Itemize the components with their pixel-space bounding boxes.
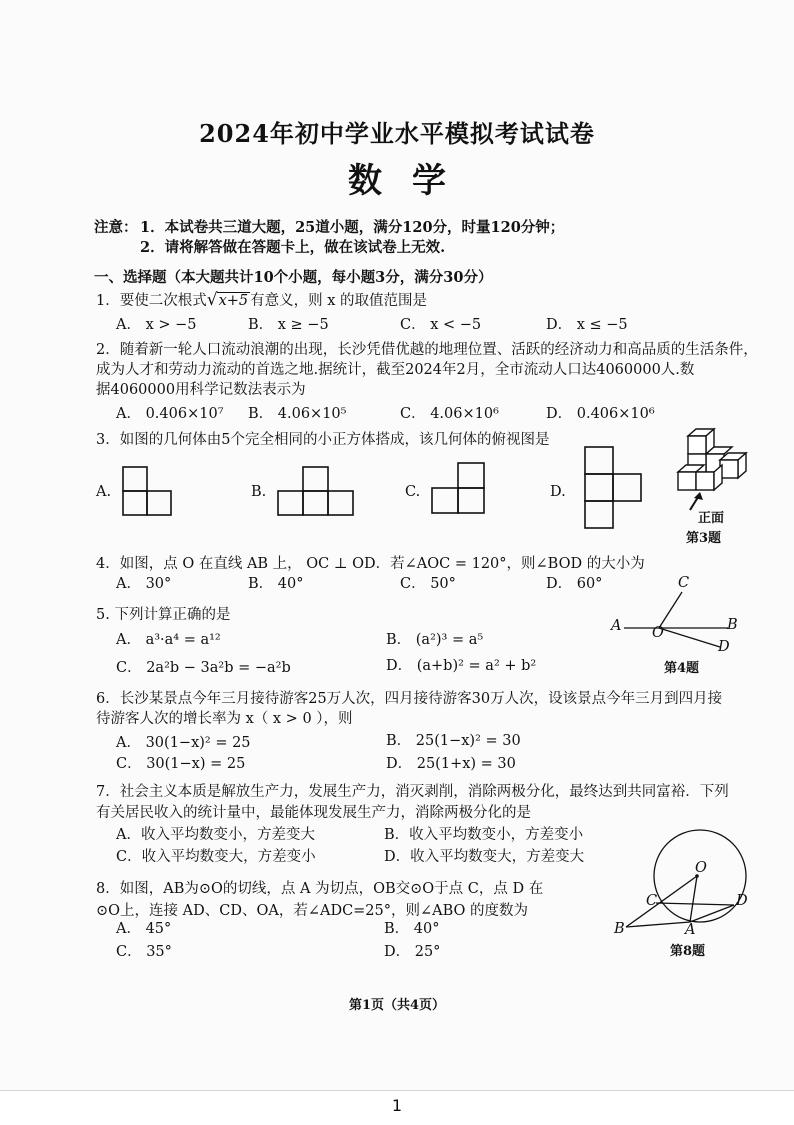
q6-option-b: B． 25(1−x)² = 30 — [386, 733, 521, 749]
q8-option-a: A． 45° — [116, 921, 172, 937]
q4-point-b: B — [727, 617, 738, 633]
q6-option-a: A． 30(1−x)² = 25 — [116, 735, 251, 751]
q6-line-1: 6．长沙某景点今年三月接待游客25万人次，四月接待游客30万人次，设该景点今年三月到四月接 — [96, 691, 723, 707]
q4-point-c: C — [678, 575, 690, 591]
q8-option-d: D． 25° — [384, 944, 441, 960]
q1-radicand: x+5 — [218, 293, 249, 309]
q5-option-b: B． (a²)³ = a⁵ — [386, 632, 484, 648]
q8-point-b: B — [614, 921, 625, 937]
viewer-page-number: 1 — [391, 1096, 403, 1115]
q1-option-b: B． x ≥ −5 — [248, 317, 329, 333]
q3-option-b-label: B. — [251, 484, 267, 500]
q7-line-2: 有关居民收入的统计量中，最能体现发展生产力，消除两极分化的是 — [96, 805, 531, 821]
notice-item-2: 2．请将解答做在答题卡上，做在该试卷上无效. — [140, 239, 446, 256]
q8-line-1: 8．如图，AB为⊙O的切线，点 A 为切点，OB交⊙O于点 C，点 D 在 — [96, 881, 544, 897]
q3-option-a-label: A. — [96, 484, 112, 500]
subject-title: 数学 — [348, 161, 476, 201]
q1-option-c: C． x < −5 — [400, 317, 482, 333]
q4-option-d: D． 60° — [546, 576, 603, 592]
q5-stem: 5. 下列计算正确的是 — [96, 607, 231, 623]
q5-option-d: D． (a+b)² = a² + b² — [386, 658, 537, 674]
q8-line-2: ⊙O上，连接 AD、CD、OA，若∠ADC=25°，则∠ABO 的度数为 — [96, 903, 529, 919]
q2-line-3: 据4060000用科学记数法表示为 — [96, 382, 306, 398]
exam-title: 2024年初中学业水平模拟考试试卷 — [199, 119, 595, 148]
q4-option-a: A． 30° — [116, 576, 172, 592]
q7-option-a: A．收入平均数变小，方差变大 — [116, 827, 315, 843]
q2-option-d: D． 0.406×10⁶ — [546, 406, 655, 422]
q1-option-a: A． x > −5 — [116, 317, 197, 333]
q4-figure-caption: 第4题 — [664, 661, 700, 676]
q3-option-d-label: D. — [550, 484, 566, 500]
q3-front-label: 正面 — [698, 511, 725, 526]
q6-line-2: 待游客人次的增长率为 x（ x > 0 ），则 — [96, 711, 353, 727]
q5-option-c: C． 2a²b − 3a²b = −a²b — [116, 660, 291, 676]
q1-stem-post: 有意义，则 x 的取值范围是 — [250, 293, 428, 309]
q4-option-c: C． 50° — [400, 576, 456, 592]
q2-option-b: B． 4.06×10⁵ — [248, 406, 347, 422]
q4-stem: 4．如图，点 O 在直线 AB 上， OC ⊥ OD．若∠AOC = 120°，则∠BOD 的大小为 — [96, 556, 645, 572]
q2-option-a: A． 0.406×10⁷ — [116, 406, 224, 422]
q8-option-c: C． 35° — [116, 944, 172, 960]
q3-option-c-label: C. — [405, 484, 421, 500]
q6-option-d: D． 25(1+x) = 30 — [386, 756, 516, 772]
notice-item-1: 1．本试卷共三道大题，25道小题，满分120分，时量120分钟； — [140, 219, 565, 236]
q2-option-c: C． 4.06×10⁶ — [400, 406, 499, 422]
q8-option-b: B． 40° — [384, 921, 440, 937]
q8-point-a: A — [685, 922, 696, 938]
q8-point-d: D — [736, 893, 748, 909]
notice-label: 注意： — [94, 219, 138, 236]
q7-line-1: 7．社会主义本质是解放生产力，发展生产力，消灭剥削，消除两极分化，最终达到共同富裕．下列 — [96, 784, 729, 800]
q3-stem: 3．如图的几何体由5个完全相同的小正方体搭成，该几何体的俯视图是 — [96, 432, 550, 448]
q2-line-1: 2．随着新一轮人口流动浪潮的出现，长沙凭借优越的地理位置、活跃的经济动力和高品质的生活条件， — [96, 342, 758, 358]
page-footer: 第1页（共4页） — [348, 998, 446, 1013]
q1-option-d: D． x ≤ −5 — [546, 317, 628, 333]
q3-figure-caption: 第3题 — [686, 531, 722, 546]
q2-line-2: 成为人才和劳动力流动的首选之地.据统计，截至2024年2月，全市流动人口达4060000人.数 — [96, 362, 695, 378]
q7-option-d: D．收入平均数变大，方差变大 — [384, 849, 585, 865]
q1-stem-pre: 1．要使二次根式 — [96, 293, 207, 309]
q4-option-b: B． 40° — [248, 576, 304, 592]
q5-option-a: A． a³·a⁴ = a¹² — [116, 632, 221, 648]
q4-point-o: O — [652, 625, 664, 641]
q6-option-c: C． 30(1−x) = 25 — [116, 756, 246, 772]
q4-point-d: D — [718, 639, 730, 655]
q7-option-b: B．收入平均数变小，方差变小 — [384, 827, 584, 843]
radical-sign: √ — [206, 290, 218, 310]
q8-figure-caption: 第8题 — [670, 944, 706, 959]
q8-point-c: C — [646, 893, 658, 909]
q4-point-a: A — [611, 618, 622, 634]
q7-option-c: C．收入平均数变大，方差变小 — [116, 849, 316, 865]
section-heading: 一、选择题（本大题共计10个小题，每小题3分，满分30分） — [94, 269, 493, 286]
q8-point-o: O — [695, 860, 707, 876]
